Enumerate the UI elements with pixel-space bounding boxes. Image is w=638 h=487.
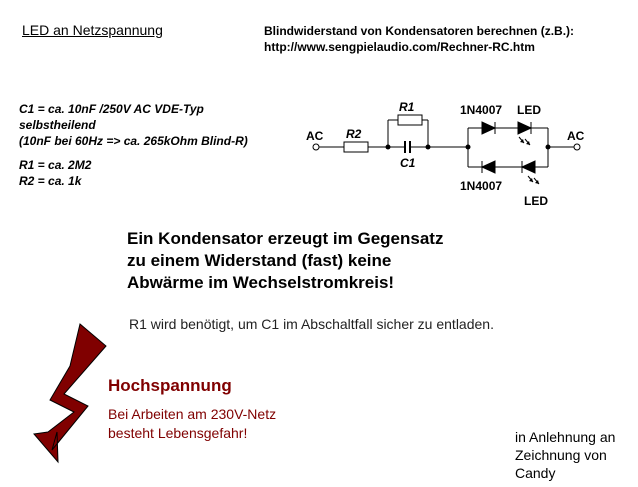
diode-top-label: 1N4007	[460, 103, 503, 117]
discharge-note: R1 wird benötigt, um C1 im Abschaltfall sicher zu entladen.	[129, 316, 494, 332]
spec-c1: C1 = ca. 10nF /250V AC VDE-Typ	[19, 102, 204, 116]
diode-top	[482, 122, 495, 134]
circuit-diagram	[0, 0, 638, 220]
led-top	[518, 122, 531, 134]
c1-label: C1	[400, 156, 416, 170]
credit-author: Candy	[515, 465, 556, 481]
diode-bottom-label: 1N4007	[460, 179, 503, 193]
led-bottom	[522, 161, 535, 173]
reference-url: http://www.sengpielaudio.com/Rechner-RC.htm	[264, 40, 535, 54]
spec-c1-reactance: (10nF bei 60Hz => ca. 265kOhm Blind-R)	[19, 134, 248, 148]
statement-line-2: zu einem Widerstand (fast) keine	[127, 251, 392, 270]
credit-line-1: in Anlehnung an	[515, 429, 616, 445]
warning-line-2: besteht Lebensgefahr!	[108, 425, 248, 441]
led-top-label: LED	[517, 103, 541, 117]
r2-label: R2	[346, 127, 362, 141]
warning-title: Hochspannung	[108, 376, 232, 395]
lightning-bolt-icon	[30, 320, 110, 470]
ac-left-label: AC	[306, 129, 324, 143]
statement-line-1: Ein Kondensator erzeugt im Gegensatz	[127, 229, 444, 248]
spec-c1-type: selbstheilend	[19, 118, 96, 132]
reference-line-1: Blindwiderstand von Kondensatoren berechnen (z.B.):	[264, 24, 575, 38]
credit-line-2: Zeichnung von	[515, 447, 607, 463]
led-bottom-label: LED	[524, 194, 548, 208]
page-title: LED an Netzspannung	[22, 22, 163, 38]
spec-r1: R1 = ca. 2M2	[19, 158, 92, 172]
r2-resistor	[344, 142, 368, 152]
spec-r2: R2 = ca. 1k	[19, 174, 82, 188]
diode-bottom	[482, 161, 495, 173]
ac-right-label: AC	[567, 129, 585, 143]
r1-label: R1	[399, 100, 415, 114]
statement-line-3: Abwärme im Wechselstromkreis!	[127, 273, 395, 292]
r1-resistor	[398, 115, 422, 125]
warning-line-1: Bei Arbeiten am 230V-Netz	[108, 406, 277, 422]
